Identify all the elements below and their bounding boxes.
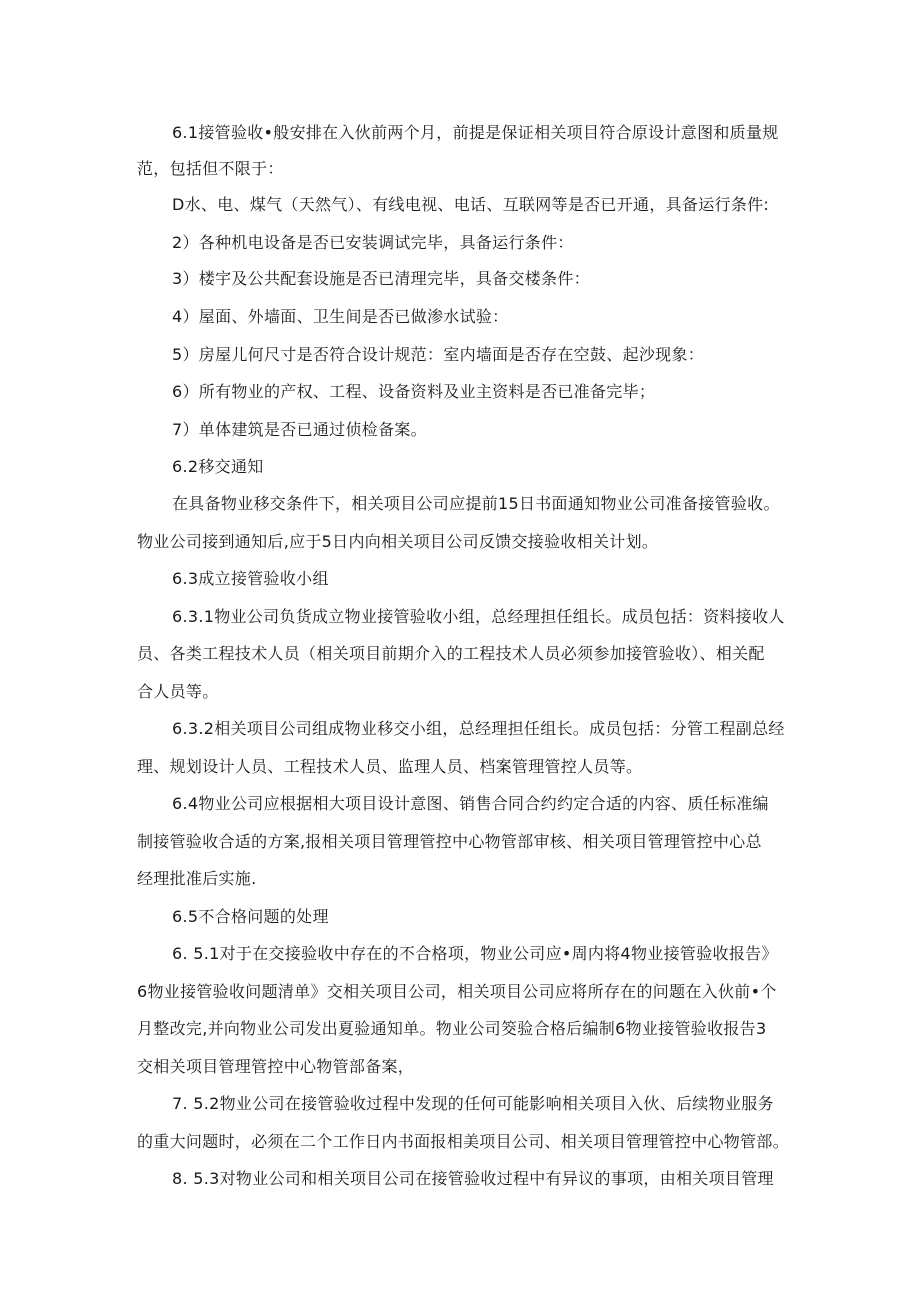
list-item-4: 4）屋面、外墙面、卫生间是否已做渗水试验： bbox=[172, 307, 509, 326]
paragraph-6-5-2-line-1: 7. 5.2物业公司在接管验收过程中发现的任何可能影响相关项目入伙、后续物业服务 bbox=[172, 1094, 774, 1113]
paragraph-6-5-1-line-1: 6. 5.1对于在交接验收中存在的不合格项，物业公司应•周内将4物业接管验收报告》 bbox=[172, 944, 778, 963]
paragraph-6-5-1-line-2: 6物业接管验收问题清单》交相关项目公司，相关项目公司应将所存在的问题在入伙前•个 bbox=[137, 982, 777, 1001]
list-item-2: 2）各种机电设备是否已安装调试完毕，具备运行条件： bbox=[172, 233, 574, 252]
paragraph-6-4-line-1: 6.4物业公司应根据相大项目设计意图、销售合同合约约定合适的内容、质任标准编 bbox=[172, 794, 769, 813]
paragraph-6-2-line-1: 在具备物业移交条件下，相关项目公司应提前15日书面通知物业公司准备接管验收。 bbox=[172, 494, 780, 513]
list-item-6: 6）所有物业的产权、工程、设备资料及业主资料是否已准备完毕； bbox=[172, 382, 656, 401]
paragraph-6-2-line-2: 物业公司接到通知后,应于5日内向相关项目公司反馈交接验收相关计划。 bbox=[137, 532, 659, 551]
paragraph-6-5-1-line-3: 月整改完,并向物业公司发出夏验通知单。物业公司筊验合格后编制6物业接管验收报告3 bbox=[137, 1019, 767, 1038]
section-6-5-heading: 6.5不合格问题的处理 bbox=[172, 907, 329, 926]
paragraph-6-1-line-1: 6.1接管验收•般安排在入伙前两个月，前提是保证相关项目符合原设计意图和质量规 bbox=[172, 123, 779, 142]
paragraph-6-3-1-line-1: 6.3.1物业公司负货成立物业接管验收小组，总经理担任组长。成员包括：资料接收人 bbox=[172, 607, 785, 626]
paragraph-6-5-1-line-4: 交相关项目管理管控中心物管部备案， bbox=[137, 1057, 415, 1076]
paragraph-6-5-3-line-1: 8. 5.3对物业公司和相关项目公司在接管验收过程中有异议的事项，由相关项目管理 bbox=[172, 1169, 774, 1188]
list-item-7: 7）单体建筑是否已通过侦检备案。 bbox=[172, 420, 427, 439]
list-item-1: D水、电、煤气（天然气）、有线电视、电话、互联网等是否已开通，具备运行条件: bbox=[172, 195, 770, 214]
section-6-2-heading: 6.2移交通知 bbox=[172, 457, 264, 476]
paragraph-6-4-line-2: 制接管验收合适的方案,报相关项目管理管控中心物管部审核、相关项目管理管控中心总 bbox=[137, 832, 762, 851]
section-6-3-heading: 6.3成立接管验收小组 bbox=[172, 569, 329, 588]
paragraph-6-3-2-line-1: 6.3.2相关项目公司组成物业移交小组，总经理担任组长。成员包括：分管工程副总经 bbox=[172, 719, 785, 738]
list-item-5: 5）房屋儿何尺寸是否符合设计规范：室内墙面是否存在空鼓、起沙现象： bbox=[172, 345, 705, 364]
paragraph-6-5-2-line-2: 的重大问题时，必须在二个工作日内书面报相美项目公司、相关项目管理管控中心物管部。 bbox=[137, 1132, 790, 1151]
paragraph-6-4-line-3: 经理批准后实施. bbox=[137, 869, 257, 888]
list-item-3: 3）楼宇及公共配套设施是否已清理完毕，具备交楼条件： bbox=[172, 269, 590, 288]
paragraph-6-3-1-line-2: 员、各类工程技术人员（相关项目前期介入的工程技术人员必须参加接管验收）、相关配 bbox=[137, 644, 765, 663]
paragraph-6-3-2-line-2: 理、规划设计人员、工程技术人员、监理人员、档案管理管控人员等。 bbox=[137, 757, 643, 776]
paragraph-6-1-line-2: 范，包括但不限于： bbox=[137, 159, 284, 178]
paragraph-6-3-1-line-3: 合人员等。 bbox=[137, 682, 219, 701]
